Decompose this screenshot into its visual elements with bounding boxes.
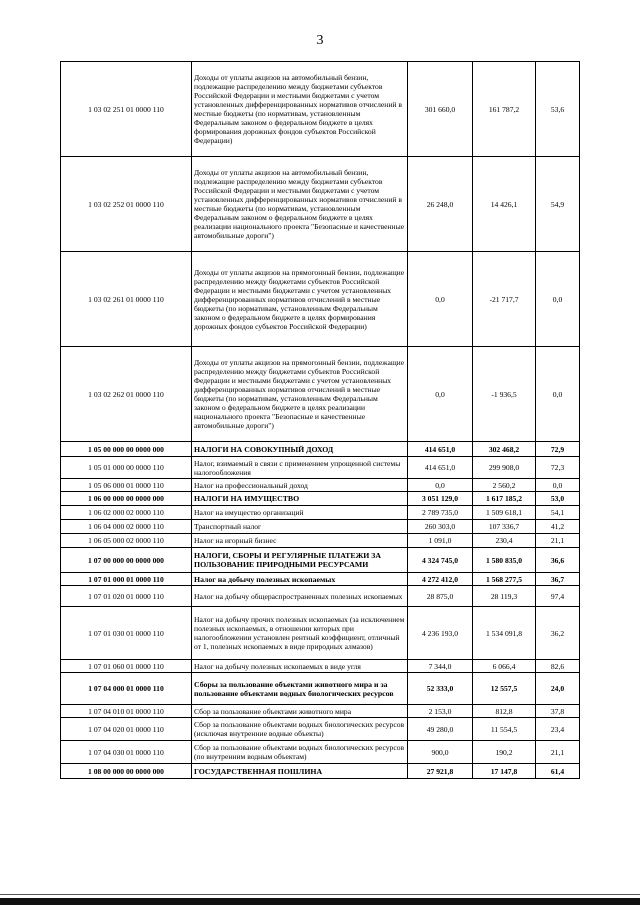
- actual-amount-cell: 11 554,5: [473, 718, 536, 741]
- budget-code-cell: 1 07 01 000 01 0000 110: [61, 573, 192, 586]
- percent-cell: 97,4: [536, 586, 580, 607]
- table-row: [61, 673, 580, 705]
- revenue-name-cell: Доходы от уплаты акцизов на автомобильный бензин, подлежащие распределению между бюджетами субъектов Российской Федерации и местными бюджетами с учетом установленных дифференцированных нормативов отчислений в местные бюджеты (по нормативам, установленным Федеральным законом о федеральном бюджете в целях реализации национального проекта "Безопасные и качественные автомобильные дороги"): [192, 157, 408, 252]
- actual-amount-cell: 28 119,3: [473, 586, 536, 607]
- plan-amount-cell: 49 280,0: [408, 718, 473, 741]
- percent-cell: 61,4: [536, 764, 580, 779]
- budget-code-cell: 1 08 00 000 00 0000 000: [61, 764, 192, 779]
- revenue-name-cell: Налог на добычу полезных ископаемых в виде угля: [192, 660, 408, 673]
- percent-cell: 54,9: [536, 157, 580, 252]
- budget-code-cell: 1 07 00 000 00 0000 000: [61, 548, 192, 573]
- scan-edge-line: [0, 894, 640, 895]
- plan-amount-cell: 0,0: [408, 347, 473, 442]
- plan-amount-cell: 301 660,0: [408, 62, 473, 157]
- budget-code-cell: 1 06 02 000 02 0000 110: [61, 506, 192, 520]
- percent-cell: 0,0: [536, 347, 580, 442]
- plan-amount-cell: 2 789 735,0: [408, 506, 473, 520]
- percent-cell: 53,6: [536, 62, 580, 157]
- plan-amount-cell: 414 651,0: [408, 457, 473, 479]
- plan-amount-cell: 28 875,0: [408, 586, 473, 607]
- table-row: [61, 457, 580, 479]
- revenue-name-cell: ГОСУДАРСТВЕННАЯ ПОШЛИНА: [192, 764, 408, 779]
- percent-cell: 36,7: [536, 573, 580, 586]
- plan-amount-cell: 2 153,0: [408, 705, 473, 718]
- plan-amount-cell: 4 236 193,0: [408, 607, 473, 660]
- table-row: [61, 442, 580, 457]
- table-row: [61, 607, 580, 660]
- plan-amount-cell: 900,0: [408, 741, 473, 764]
- plan-amount-cell: 27 921,8: [408, 764, 473, 779]
- table-row: [61, 764, 580, 779]
- table-row: [61, 573, 580, 586]
- table-row: [61, 347, 580, 442]
- budget-code-cell: 1 07 01 030 01 0000 110: [61, 607, 192, 660]
- budget-code-cell: 1 05 01 000 00 0000 110: [61, 457, 192, 479]
- actual-amount-cell: 1 580 835,0: [473, 548, 536, 573]
- actual-amount-cell: -21 717,7: [473, 252, 536, 347]
- percent-cell: 72,9: [536, 442, 580, 457]
- table-row: [61, 506, 580, 520]
- plan-amount-cell: 260 303,0: [408, 520, 473, 534]
- actual-amount-cell: 2 560,2: [473, 479, 536, 492]
- budget-code-cell: 1 06 00 000 00 0000 000: [61, 492, 192, 506]
- revenue-name-cell: Налог на имущество организаций: [192, 506, 408, 520]
- table-row: [61, 62, 580, 157]
- actual-amount-cell: 14 426,1: [473, 157, 536, 252]
- actual-amount-cell: 190,2: [473, 741, 536, 764]
- percent-cell: 82,6: [536, 660, 580, 673]
- plan-amount-cell: 0,0: [408, 252, 473, 347]
- actual-amount-cell: 1 509 618,1: [473, 506, 536, 520]
- table-row: [61, 157, 580, 252]
- table-row: [61, 586, 580, 607]
- percent-cell: 21,1: [536, 534, 580, 548]
- table-row: [61, 718, 580, 741]
- percent-cell: 21,1: [536, 741, 580, 764]
- budget-code-cell: 1 03 02 261 01 0000 110: [61, 252, 192, 347]
- table-row: [61, 705, 580, 718]
- actual-amount-cell: 230,4: [473, 534, 536, 548]
- table-row: [61, 479, 580, 492]
- table-row: [61, 492, 580, 506]
- revenue-name-cell: Налог на игорный бизнес: [192, 534, 408, 548]
- revenue-name-cell: Сбор за пользование объектами животного мира: [192, 705, 408, 718]
- revenue-table: [60, 61, 580, 779]
- revenue-name-cell: НАЛОГИ НА СОВОКУПНЫЙ ДОХОД: [192, 442, 408, 457]
- plan-amount-cell: 52 333,0: [408, 673, 473, 705]
- actual-amount-cell: 1 534 091,8: [473, 607, 536, 660]
- budget-code-cell: 1 07 04 010 01 0000 110: [61, 705, 192, 718]
- actual-amount-cell: 299 908,0: [473, 457, 536, 479]
- budget-code-cell: 1 05 00 000 00 0000 000: [61, 442, 192, 457]
- budget-code-cell: 1 07 01 020 01 0000 110: [61, 586, 192, 607]
- revenue-name-cell: Доходы от уплаты акцизов на автомобильный бензин, подлежащие распределению между бюджетами субъектов Российской Федерации и местными бюджетами с учетом установленных дифференцированных нормативов отчислений в местные бюджеты (по нормативам, установленным Федеральным законом о федеральном бюджете в целях формирования дорожных фондов субъектов Российской Федерации): [192, 62, 408, 157]
- revenue-name-cell: Сборы за пользование объектами животного мира и за пользование объектами водных биологических ресурсов: [192, 673, 408, 705]
- budget-code-cell: 1 07 01 060 01 0000 110: [61, 660, 192, 673]
- percent-cell: 53,0: [536, 492, 580, 506]
- actual-amount-cell: 302 468,2: [473, 442, 536, 457]
- budget-code-cell: 1 05 06 000 01 0000 110: [61, 479, 192, 492]
- page-number: 3: [316, 33, 324, 48]
- table-row: [61, 548, 580, 573]
- table-row: [61, 534, 580, 548]
- budget-code-cell: 1 03 02 251 01 0000 110: [61, 62, 192, 157]
- scan-edge-bar: [0, 898, 640, 905]
- revenue-name-cell: Транспортный налог: [192, 520, 408, 534]
- revenue-name-cell: Налог на добычу общераспространенных полезных ископаемых: [192, 586, 408, 607]
- revenue-name-cell: Сбор за пользование объектами водных биологических ресурсов (по внутренним водным объектам): [192, 741, 408, 764]
- actual-amount-cell: -1 936,5: [473, 347, 536, 442]
- plan-amount-cell: 1 091,0: [408, 534, 473, 548]
- actual-amount-cell: 6 066,4: [473, 660, 536, 673]
- plan-amount-cell: 0,0: [408, 479, 473, 492]
- budget-code-cell: 1 03 02 262 01 0000 110: [61, 347, 192, 442]
- revenue-name-cell: Сбор за пользование объектами водных биологических ресурсов (исключая внутренние водные объекты): [192, 718, 408, 741]
- table-row: [61, 520, 580, 534]
- plan-amount-cell: 3 051 129,0: [408, 492, 473, 506]
- budget-code-cell: 1 07 04 020 01 0000 110: [61, 718, 192, 741]
- budget-code-cell: 1 07 04 000 01 0000 110: [61, 673, 192, 705]
- plan-amount-cell: 4 324 745,0: [408, 548, 473, 573]
- revenue-name-cell: Налог на добычу прочих полезных ископаемых (за исключением полезных ископаемых, в отношении которых при налогообложении установлен рентный коэффициент, отличный от 1, полезных ископаемых в виде природных алмазов): [192, 607, 408, 660]
- plan-amount-cell: 7 344,0: [408, 660, 473, 673]
- revenue-name-cell: Налог на добычу полезных ископаемых: [192, 573, 408, 586]
- percent-cell: 72,3: [536, 457, 580, 479]
- actual-amount-cell: 812,8: [473, 705, 536, 718]
- plan-amount-cell: 414 651,0: [408, 442, 473, 457]
- budget-code-cell: 1 06 05 000 02 0000 110: [61, 534, 192, 548]
- percent-cell: 41,2: [536, 520, 580, 534]
- percent-cell: 0,0: [536, 252, 580, 347]
- plan-amount-cell: 26 248,0: [408, 157, 473, 252]
- revenue-table-body: [61, 62, 580, 779]
- table-row: [61, 741, 580, 764]
- percent-cell: 54,1: [536, 506, 580, 520]
- actual-amount-cell: 1 617 185,2: [473, 492, 536, 506]
- percent-cell: 36,2: [536, 607, 580, 660]
- percent-cell: 23,4: [536, 718, 580, 741]
- budget-code-cell: 1 03 02 252 01 0000 110: [61, 157, 192, 252]
- table-row: [61, 252, 580, 347]
- revenue-name-cell: НАЛОГИ, СБОРЫ И РЕГУЛЯРНЫЕ ПЛАТЕЖИ ЗА ПОЛЬЗОВАНИЕ ПРИРОДНЫМИ РЕСУРСАМИ: [192, 548, 408, 573]
- revenue-name-cell: Доходы от уплаты акцизов на прямогонный бензин, подлежащие распределению между бюджетами субъектов Российской Федерации и местными бюджетами с учетом установленных дифференцированных нормативов отчислений в местные бюджеты (по нормативам, установленным Федеральным законом о федеральном бюджете в целях реализации национального проекта "Безопасные и качественные автомобильные дороги"): [192, 347, 408, 442]
- actual-amount-cell: 12 557,5: [473, 673, 536, 705]
- plan-amount-cell: 4 272 412,0: [408, 573, 473, 586]
- budget-code-cell: 1 07 04 030 01 0000 110: [61, 741, 192, 764]
- budget-code-cell: 1 06 04 000 02 0000 110: [61, 520, 192, 534]
- actual-amount-cell: 161 787,2: [473, 62, 536, 157]
- revenue-name-cell: Налог на профессиональный доход: [192, 479, 408, 492]
- percent-cell: 0,0: [536, 479, 580, 492]
- revenue-name-cell: Доходы от уплаты акцизов на прямогонный бензин, подлежащие распределению между бюджетами субъектов Российской Федерации и местными бюджетами с учетом установленных дифференцированных нормативов отчислений в местные бюджеты (по нормативам, установленным Федеральным законом о федеральном бюджете в целях формирования дорожных фондов субъектов Российской Федерации): [192, 252, 408, 347]
- revenue-name-cell: НАЛОГИ НА ИМУЩЕСТВО: [192, 492, 408, 506]
- percent-cell: 36,6: [536, 548, 580, 573]
- actual-amount-cell: 17 147,8: [473, 764, 536, 779]
- percent-cell: 24,0: [536, 673, 580, 705]
- revenue-name-cell: Налог, взимаемый в связи с применением упрощенной системы налогообложения: [192, 457, 408, 479]
- percent-cell: 37,8: [536, 705, 580, 718]
- actual-amount-cell: 1 568 277,5: [473, 573, 536, 586]
- actual-amount-cell: 107 336,7: [473, 520, 536, 534]
- table-row: [61, 660, 580, 673]
